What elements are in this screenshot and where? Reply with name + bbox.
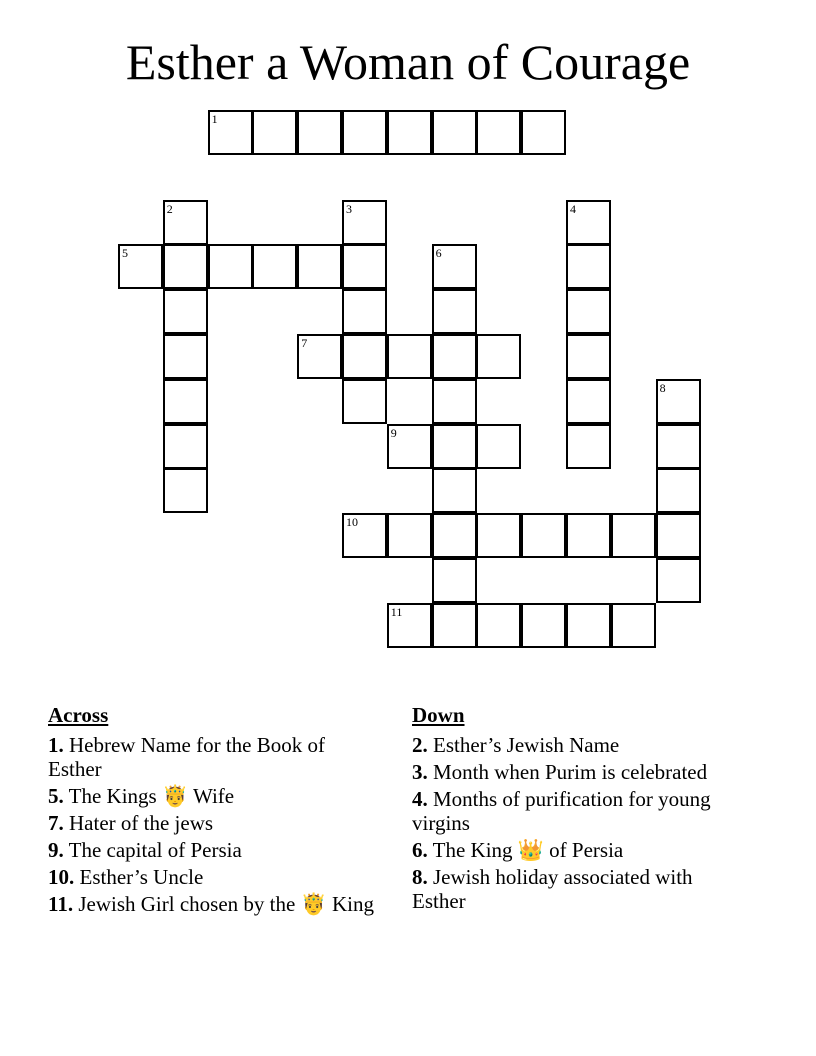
page-title: Esther a Woman of Courage	[125, 34, 691, 90]
grid-cell[interactable]	[342, 244, 387, 289]
grid-cell[interactable]	[387, 513, 432, 558]
grid-cell[interactable]	[432, 558, 477, 603]
grid-cell[interactable]	[342, 200, 387, 245]
grid-cell[interactable]	[163, 244, 208, 289]
cell-number: 3	[346, 201, 352, 216]
down-clues	[412, 703, 712, 916]
grid-cell[interactable]	[476, 334, 521, 379]
grid-cell[interactable]	[208, 244, 253, 289]
grid-cell[interactable]	[611, 513, 656, 558]
clue-down-8: 8. Jewish holiday associated with Esther	[412, 865, 693, 913]
grid-cell[interactable]	[521, 110, 566, 155]
cell-number: 4	[570, 201, 576, 216]
grid-cell[interactable]	[476, 110, 521, 155]
grid-cell[interactable]	[566, 334, 611, 379]
grid-cell[interactable]	[163, 424, 208, 469]
cell-number: 1	[211, 112, 218, 126]
grid-cell[interactable]	[432, 110, 477, 155]
clue-across-1: 1. Hebrew Name for the Book of Esther	[48, 733, 325, 781]
grid-cell[interactable]	[163, 334, 208, 379]
grid-cell[interactable]	[432, 424, 477, 469]
grid-cell[interactable]	[656, 558, 701, 603]
grid-cell[interactable]	[163, 379, 208, 424]
grid-cell[interactable]	[297, 244, 342, 289]
grid-cell[interactable]	[163, 289, 208, 334]
cell-number: 2	[166, 201, 173, 216]
clue-down-6: 6. The King 👑 of Persia	[412, 838, 624, 862]
across-heading: Across	[48, 703, 109, 727]
cell-number: 10	[346, 515, 358, 530]
grid-cell[interactable]	[566, 200, 611, 245]
down-heading: Down	[412, 703, 465, 727]
grid-cell[interactable]	[342, 110, 387, 155]
cell-number: 11	[390, 604, 403, 619]
cell-number: 6	[435, 246, 442, 261]
grid-cell[interactable]	[566, 603, 611, 648]
grid-cell[interactable]	[342, 379, 387, 424]
grid-cell[interactable]	[566, 513, 611, 558]
grid-cell[interactable]	[342, 334, 387, 379]
grid-cell[interactable]	[432, 244, 477, 289]
grid-cell[interactable]	[476, 603, 521, 648]
grid-cell[interactable]	[521, 513, 566, 558]
clue-down-3: 3. Month when Purim is celebrated	[412, 760, 708, 784]
grid-cell[interactable]	[163, 200, 208, 245]
grid-cell[interactable]	[387, 110, 432, 155]
grid-cell[interactable]	[566, 289, 611, 334]
grid-cell[interactable]	[611, 603, 656, 648]
grid-cell[interactable]	[566, 379, 611, 424]
clue-across-11: 11. Jewish Girl chosen by the 🤴 King	[48, 892, 374, 916]
grid-cell[interactable]	[387, 424, 432, 469]
grid-cell[interactable]	[432, 334, 477, 379]
cell-number: 7	[301, 336, 308, 350]
clue-across-9: 9. The capital of Persia	[48, 838, 242, 862]
grid-cell[interactable]	[208, 110, 253, 155]
grid-cell[interactable]	[342, 289, 387, 334]
cell-number: 9	[390, 425, 397, 440]
cell-number: 8	[659, 380, 666, 395]
grid-cell[interactable]	[566, 244, 611, 289]
grid-cell[interactable]	[342, 513, 387, 558]
grid-cell[interactable]	[252, 244, 297, 289]
clue-across-7: 7. Hater of the jews	[48, 811, 214, 835]
clue-down-4: 4. Months of purification for young virgins	[412, 787, 711, 835]
grid-cell[interactable]	[163, 468, 208, 513]
clue-across-5: 5. The Kings 🤴 Wife	[48, 784, 235, 808]
across-clues	[48, 703, 378, 919]
grid-cell[interactable]	[297, 334, 342, 379]
grid-cell[interactable]	[432, 379, 477, 424]
grid-cell[interactable]	[656, 379, 701, 424]
grid-cell[interactable]	[476, 513, 521, 558]
grid-cell[interactable]	[476, 424, 521, 469]
grid-cell[interactable]	[432, 468, 477, 513]
grid-cell[interactable]	[387, 334, 432, 379]
grid-cell[interactable]	[656, 513, 701, 558]
grid-cell[interactable]	[432, 603, 477, 648]
clue-across-10: 10. Esther’s Uncle	[48, 865, 204, 889]
grid-cell[interactable]	[656, 468, 701, 513]
grid-cell[interactable]	[656, 424, 701, 469]
grid-cell[interactable]	[566, 424, 611, 469]
grid-cell[interactable]	[432, 513, 477, 558]
cell-number: 5	[122, 246, 128, 261]
grid-cell[interactable]	[387, 603, 432, 648]
grid-cell[interactable]	[432, 289, 477, 334]
grid-cell[interactable]	[521, 603, 566, 648]
grid-cell[interactable]	[297, 110, 342, 155]
grid-cell[interactable]	[252, 110, 297, 155]
clue-down-2: 2. Esther’s Jewish Name	[412, 733, 620, 757]
grid-cell[interactable]	[118, 244, 163, 289]
